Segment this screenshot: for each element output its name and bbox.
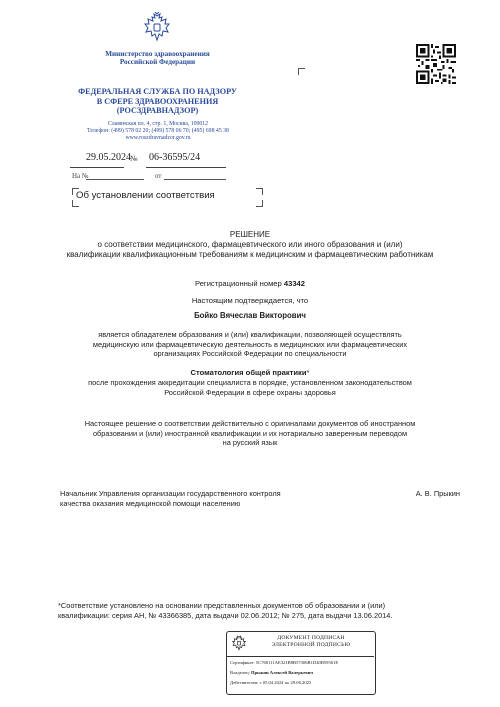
position-line-1: Начальник Управления организации государственного контроля: [60, 489, 281, 498]
footnote-line-2: квалификации: серия АН, № 43366385, дата выдачи 02.06.2012; № 275, дата выдачи 13.06.2014.: [58, 611, 393, 621]
stamp-validity: Действителен: с 05.04.2024 по 29.06.2025: [230, 680, 312, 685]
position-line-2: качества оказания медицинской помощи населению: [60, 499, 241, 509]
registration-number: 06-36595/24: [149, 152, 201, 163]
specialty-name: Стоматология общей практики: [190, 368, 307, 377]
from-label: от: [155, 172, 162, 180]
confirm-text: Настоящим подтверждается, что: [191, 296, 309, 305]
service-line-1: ФЕДЕРАЛЬНАЯ СЛУЖБА ПО НАДЗОРУ: [78, 87, 237, 96]
qr-code-icon: [416, 44, 456, 84]
validity-note: [60, 419, 440, 448]
stamp-emblem-icon: [231, 635, 247, 653]
note-line-1: Настоящее решение о соответствии действительно с оригиналами документов об иностранном: [84, 419, 416, 428]
service-line-2: В СФЕРЕ ЗДРАВООХРАНЕНИЯ: [96, 96, 219, 106]
date-underline: [70, 167, 124, 168]
number-underline: [146, 167, 226, 168]
reg-number-label: Регистрационный номер: [194, 279, 282, 288]
accreditation-paragraph: [60, 378, 440, 397]
stamp-divider: [226, 656, 374, 657]
owner-label: Владелец:: [230, 670, 250, 675]
specialty: [30, 368, 470, 377]
stamp-title: [250, 635, 372, 649]
registration-number-line: [30, 279, 470, 288]
phones: Телефон: (499) 578 02 20; (499) 578 06 70; (495) 698 45 38: [87, 128, 229, 135]
stamp-title-2: ЭЛЕКТРОННОЙ ПОДПИСЬЮ: [271, 642, 351, 648]
number-label: №: [130, 154, 138, 163]
subject: Об установлении соответствия: [76, 190, 215, 201]
website: www.roszdravnadzor.gov.ru: [125, 135, 191, 142]
coat-of-arms-icon: [142, 12, 172, 46]
person-name: Бойко Вячеслав Викторович: [194, 311, 306, 320]
stamp-certificate: [230, 660, 338, 666]
from-underline: [164, 179, 226, 180]
decision-subtitle-2: квалификации квалификационным требованиям к медицинским и фармацевтическим работникам: [66, 250, 434, 259]
after-line-1: после прохождения аккредитации специалиста в порядке, установленном законодательством: [88, 378, 412, 387]
note-line-3: на русский язык: [222, 438, 278, 448]
decision-header: [30, 230, 470, 260]
reply-label: На №: [72, 172, 89, 180]
ministry-line-2: Российской Федерации: [119, 58, 196, 67]
owner-value: Прыкин Алексей Валерьевич: [251, 670, 313, 675]
footnote: [58, 601, 458, 622]
bracket: [256, 200, 263, 207]
signer-name: А. В. Прыкин: [415, 489, 460, 498]
decision-subtitle-1: о соответствии медицинского, фармацевтического или иного образования и (или): [97, 240, 403, 249]
footnote-line-1: *Соответствие установлено на основании представленных документов об образовании и (или): [58, 601, 386, 610]
contacts: [58, 121, 258, 143]
note-line-2: образовании и (или) иностранной квалификации и их нотариально заверенным переводом: [92, 428, 408, 438]
bracket: [72, 188, 79, 195]
stamp-owner: [230, 670, 313, 676]
signer-position: [60, 489, 360, 509]
ministry-line-1: Министерство здравоохранения: [105, 50, 210, 58]
reg-number-value: 43342: [283, 279, 306, 288]
bracket: [72, 200, 79, 207]
owner-line-2: медицинскую или фармацевтическую деятельность в медицинских или фармацевтических: [92, 339, 408, 349]
owner-paragraph: [60, 330, 440, 359]
service-line-3: (РОСЗДРАВНАДЗОР): [116, 106, 199, 116]
service-name: [60, 87, 255, 116]
after-line-2: Российской Федерации в сфере охраны здоровья: [164, 387, 336, 397]
ministry-name: [80, 50, 235, 67]
stamp-title-1: ДОКУМЕНТ ПОДПИСАН: [277, 635, 345, 641]
cert-label: Сертификат:: [230, 660, 255, 665]
specialty-mark: *: [306, 368, 310, 377]
owner-line-1: является обладателем образования и (или) квалификации, позволяющей осуществлять: [98, 330, 402, 339]
address: Славянская пл. 4, стр. 1, Москва, 109012: [107, 121, 209, 127]
reply-underline: [86, 179, 144, 180]
decision-title: РЕШЕНИЕ: [229, 230, 271, 239]
registration-date: 29.05.2024: [86, 152, 131, 163]
bracket: [256, 188, 263, 195]
owner-line-3: организациях Российской Федерации по специальности: [153, 349, 347, 359]
bracket: [298, 68, 305, 75]
cert-value: 5C768111AE321B8B57306B1D40B59561E: [255, 660, 339, 665]
